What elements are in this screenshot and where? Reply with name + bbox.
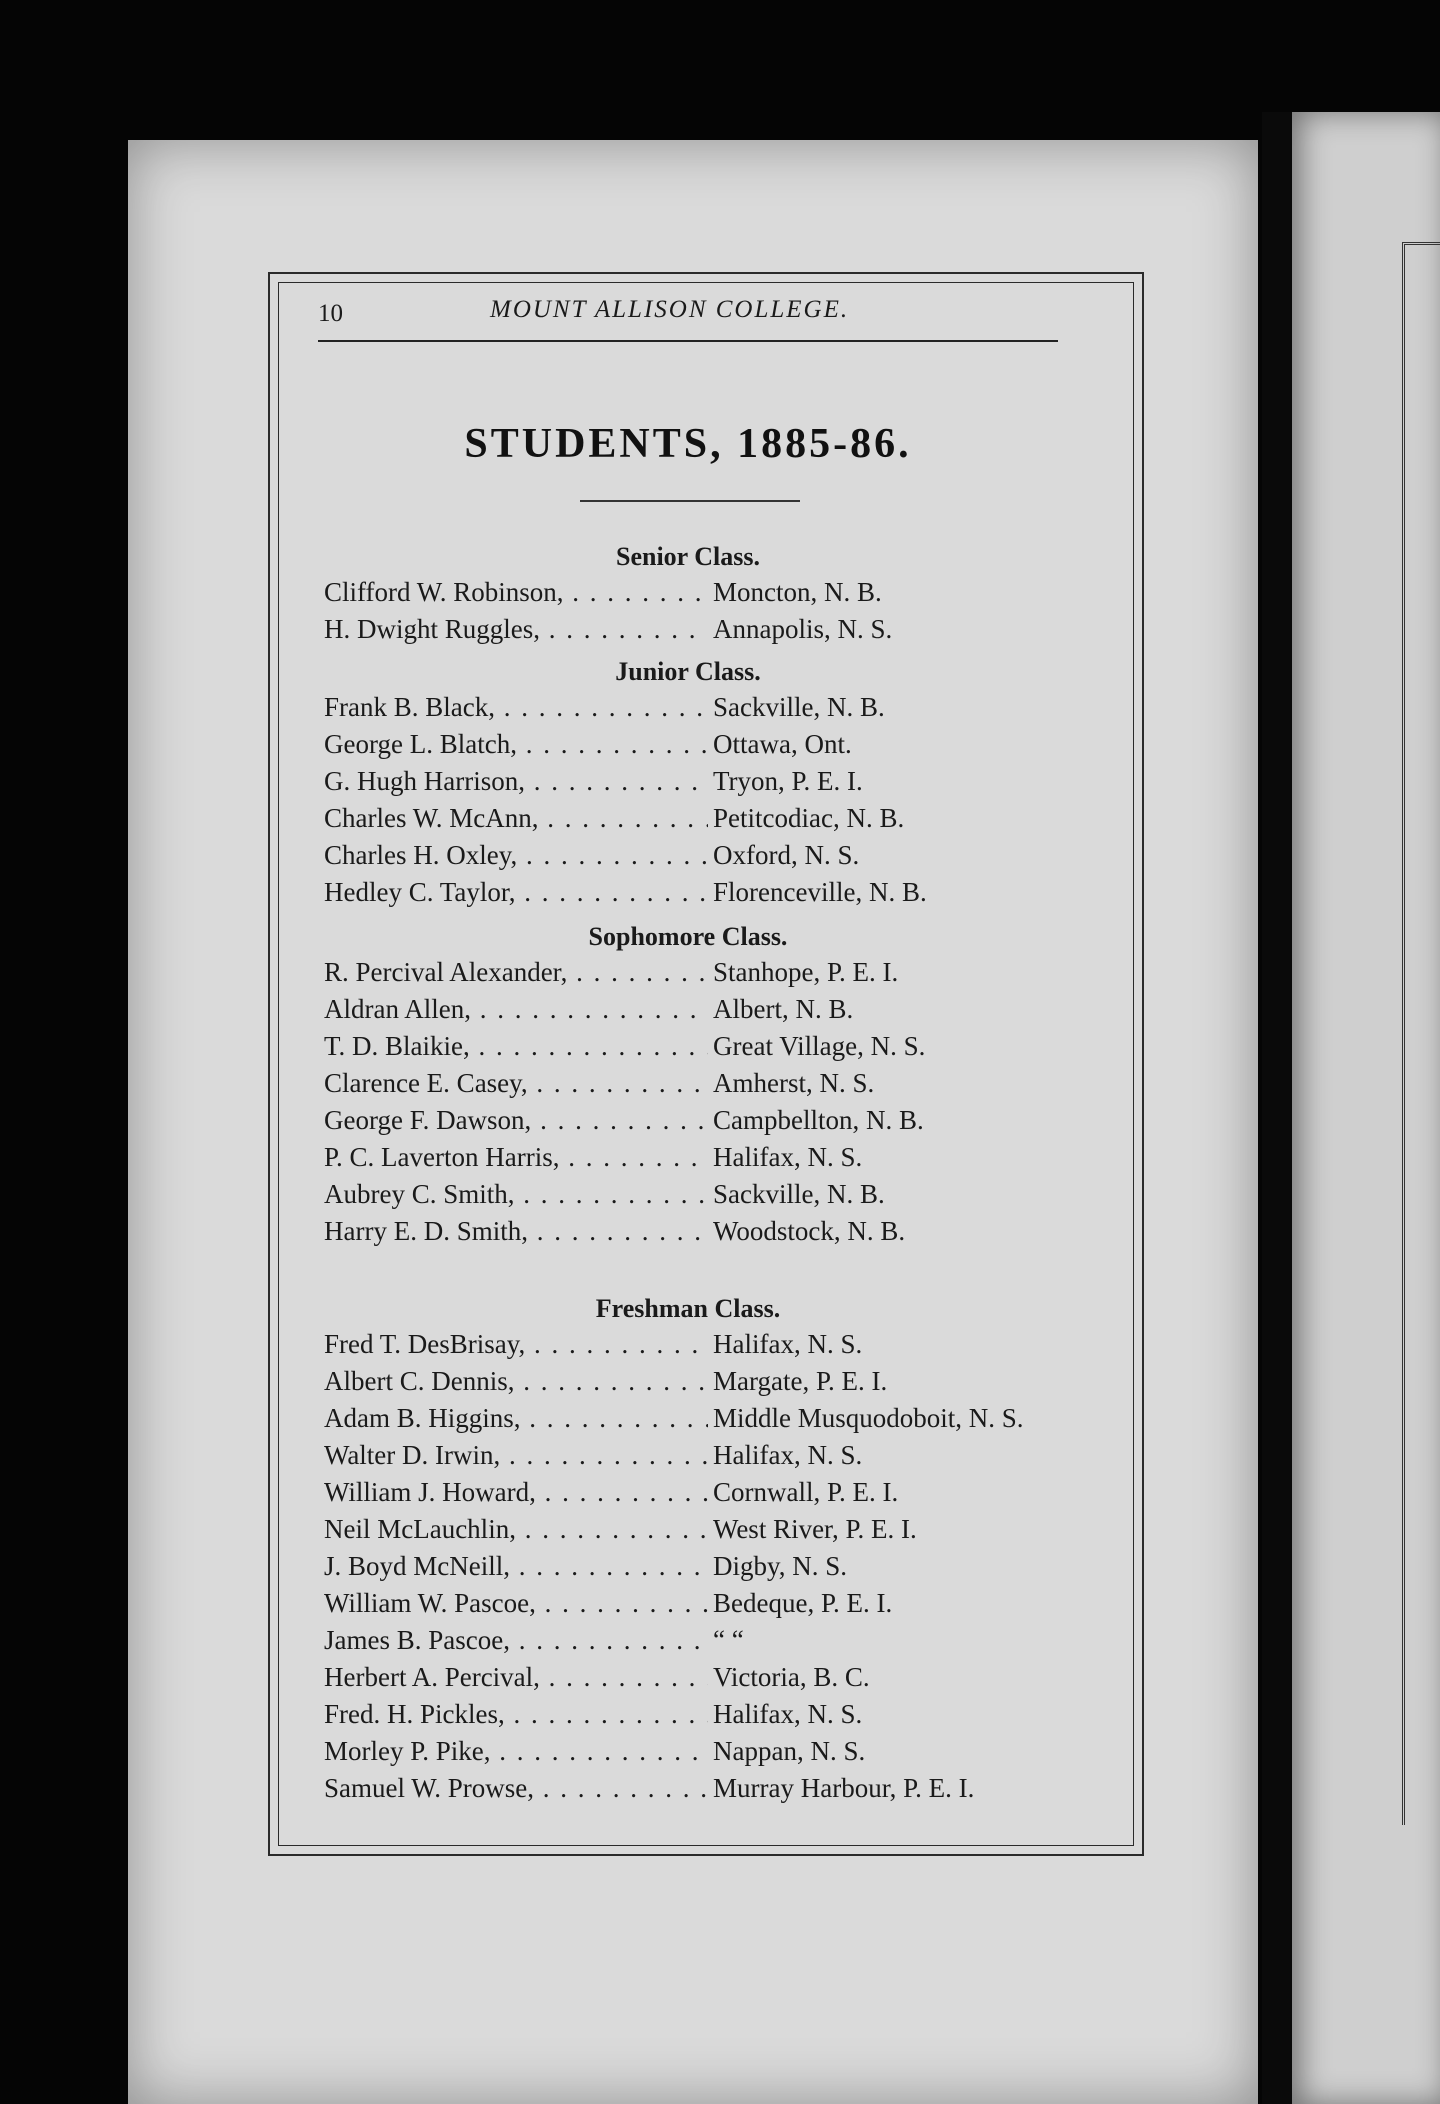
running-header — [318, 290, 1058, 342]
student-hometown: Ottawa, Ont. — [713, 726, 1078, 763]
student-row — [318, 1770, 1078, 1807]
student-hometown: Florenceville, N. B. — [713, 874, 1078, 911]
student-name: Charles H. Oxley, . . . — [324, 837, 708, 874]
facing-page-border — [1402, 242, 1440, 1825]
student-row — [318, 1176, 1078, 1213]
student-row — [318, 726, 1078, 763]
book-spine-gutter — [1262, 112, 1292, 2104]
student-hometown: Cornwall, P. E. I. — [713, 1474, 1078, 1511]
student-row — [318, 611, 1078, 648]
student-name: Charles W. McAnn, . . . — [324, 800, 708, 837]
student-hometown: Campbellton, N. B. — [713, 1102, 1078, 1139]
student-name: Clifford W. Robinson, . . . — [324, 574, 708, 611]
student-row — [318, 1437, 1078, 1474]
student-hometown: Petitcodiac, N. B. — [713, 800, 1078, 837]
student-hometown: Bedeque, P. E. I. — [713, 1585, 1078, 1622]
student-row — [318, 874, 1078, 911]
student-name: Frank B. Black, . . . — [324, 689, 708, 726]
student-hometown: Margate, P. E. I. — [713, 1363, 1078, 1400]
student-row — [318, 689, 1078, 726]
student-name: P. C. Laverton Harris, . . . — [324, 1139, 708, 1176]
class-heading: Sophomore Class. — [588, 922, 788, 951]
student-hometown: Great Village, N. S. — [713, 1028, 1078, 1065]
title-rule — [580, 500, 800, 502]
student-hometown: Woodstock, N. B. — [713, 1213, 1078, 1250]
student-hometown: Victoria, B. C. — [713, 1659, 1078, 1696]
class-heading: Freshman Class. — [595, 1294, 781, 1323]
student-name: Fred. H. Pickles, . . . — [324, 1696, 708, 1733]
student-hometown: Amherst, N. S. — [713, 1065, 1078, 1102]
student-name: Fred T. DesBrisay, . . . — [324, 1326, 708, 1363]
student-name: T. D. Blaikie, . . . — [324, 1028, 708, 1065]
student-name: Neil McLauchlin, . . . — [324, 1511, 708, 1548]
student-hometown: “ “ — [713, 1622, 1078, 1659]
student-hometown: Halifax, N. S. — [713, 1696, 1078, 1733]
student-row — [318, 1363, 1078, 1400]
student-row — [318, 991, 1078, 1028]
student-row — [318, 1102, 1078, 1139]
student-hometown: Annapolis, N. S. — [713, 611, 1078, 648]
student-row — [318, 1585, 1078, 1622]
student-hometown: Albert, N. B. — [713, 991, 1078, 1028]
student-row — [318, 954, 1078, 991]
student-row — [318, 1511, 1078, 1548]
student-name: William J. Howard, . . . — [324, 1474, 708, 1511]
student-name: Hedley C. Taylor, . . . — [324, 874, 708, 911]
class-heading: Junior Class. — [615, 657, 761, 686]
student-hometown: Nappan, N. S. — [713, 1733, 1078, 1770]
student-row — [318, 763, 1078, 800]
student-row — [318, 1696, 1078, 1733]
student-name: George L. Blatch, . . . — [324, 726, 708, 763]
page-number: 10 — [318, 300, 343, 327]
student-hometown: Stanhope, P. E. I. — [713, 954, 1078, 991]
student-hometown: Halifax, N. S. — [713, 1139, 1078, 1176]
student-name: R. Percival Alexander, . . . — [324, 954, 708, 991]
student-row — [318, 1065, 1078, 1102]
page-content — [318, 290, 1078, 1830]
student-hometown: West River, P. E. I. — [713, 1511, 1078, 1548]
student-row — [318, 1213, 1078, 1250]
student-row — [318, 1139, 1078, 1176]
student-name: Aldran Allen, . . . — [324, 991, 708, 1028]
student-name: George F. Dawson, . . . — [324, 1102, 708, 1139]
student-row — [318, 837, 1078, 874]
student-hometown: Murray Harbour, P. E. I. — [713, 1770, 1078, 1807]
running-title: MOUNT ALLISON COLLEGE. — [490, 296, 850, 323]
student-hometown: Sackville, N. B. — [713, 689, 1078, 726]
student-hometown: Tryon, P. E. I. — [713, 763, 1078, 800]
student-row — [318, 1733, 1078, 1770]
student-name: Samuel W. Prowse, . . . — [324, 1770, 708, 1807]
student-hometown: Moncton, N. B. — [713, 574, 1078, 611]
student-name: Clarence E. Casey, . . . — [324, 1065, 708, 1102]
student-hometown: Digby, N. S. — [713, 1548, 1078, 1585]
student-name: Aubrey C. Smith, . . . — [324, 1176, 708, 1213]
student-row — [318, 1548, 1078, 1585]
student-hometown: Middle Musquodoboit, N. S. — [713, 1400, 1078, 1437]
student-hometown: Sackville, N. B. — [713, 1176, 1078, 1213]
student-name: Walter D. Irwin, . . . — [324, 1437, 708, 1474]
student-name: Albert C. Dennis, . . . — [324, 1363, 708, 1400]
class-heading: Senior Class. — [616, 542, 760, 571]
student-name: Harry E. D. Smith, . . . — [324, 1213, 708, 1250]
student-name: William W. Pascoe, . . . — [324, 1585, 708, 1622]
student-row — [318, 574, 1078, 611]
student-name: Adam B. Higgins, . . . — [324, 1400, 708, 1437]
page-title: STUDENTS, 1885-86. — [464, 421, 912, 467]
student-row — [318, 1028, 1078, 1065]
student-row — [318, 1400, 1078, 1437]
student-row — [318, 1622, 1078, 1659]
student-name: Herbert A. Percival, . . . — [324, 1659, 708, 1696]
student-hometown: Oxford, N. S. — [713, 837, 1078, 874]
student-row — [318, 1474, 1078, 1511]
student-hometown: Halifax, N. S. — [713, 1326, 1078, 1363]
student-name: James B. Pascoe, . . . — [324, 1622, 708, 1659]
student-row — [318, 1659, 1078, 1696]
student-row — [318, 800, 1078, 837]
student-name: J. Boyd McNeill, . . . — [324, 1548, 708, 1585]
student-hometown: Halifax, N. S. — [713, 1437, 1078, 1474]
student-row — [318, 1326, 1078, 1363]
student-name: G. Hugh Harrison, . . . — [324, 763, 708, 800]
student-name: H. Dwight Ruggles, . . . — [324, 611, 708, 648]
student-name: Morley P. Pike, . . . — [324, 1733, 708, 1770]
